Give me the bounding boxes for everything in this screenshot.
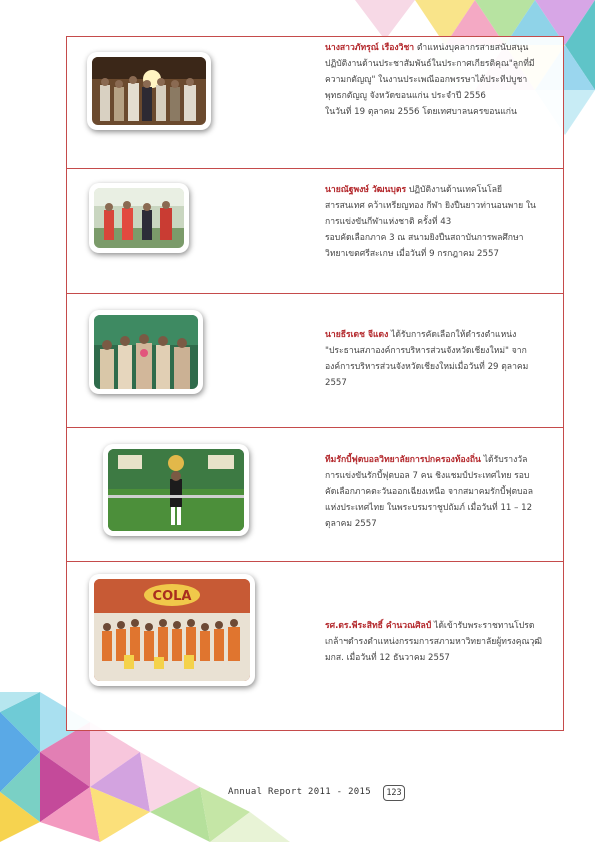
text-line: องค์การบริหารส่วนจังหวัดเชียงใหม่เมื่อวันที่ 29 ตุลาคม	[325, 362, 529, 372]
award-photo	[89, 574, 255, 686]
text-line: ปฏิบัติงานด้านเทคโนโลยี	[408, 185, 503, 195]
award-photo	[87, 52, 211, 130]
text-line: มกส. เมื่อวันที่ 12 ธันวาคม 2557	[325, 653, 450, 663]
awardee-name: นางสาวภัทรุณ์ เรืองวิชา	[325, 43, 415, 53]
award-description	[325, 618, 560, 666]
text-line: การแข่งขันรักบี้ฟุตบอล 7 คน ชิงแชมป์ประเทศไทย รอบ	[325, 471, 530, 481]
award-row	[67, 37, 563, 169]
award-description	[325, 327, 560, 391]
text-line: แห่งประเทศไทย ในพระบรมราชูปถัมภ์ เมื่อวันที่ 11 – 12	[325, 503, 533, 513]
text-line: ในวันที่ 19 ตุลาคม 2556 โดยเทศบาลนครขอนแก่น	[325, 107, 517, 117]
text-line: สารสนเทศ คว้าเหรียญทอง กีฬา ยิงปืนยาวท่านอนพาย ใน	[325, 201, 536, 211]
text-line: ได้รับรางวัล	[483, 455, 528, 465]
awardee-name: นายณัฐพงษ์ วัฒนบุตร	[325, 185, 407, 195]
banner-text: COLA	[152, 589, 192, 604]
text-line: พุทธกตัญญู จังหวัดขอนแก่น ประจำปี 2556	[325, 91, 486, 101]
awardee-name: ทีมรักบี้ฟุตบอลวิทยาลัยการปกครองท้องถิ่น	[325, 455, 481, 465]
text-line: ได้เข้ารับพระราชทานโปรด	[434, 621, 535, 631]
awardee-name: นายธีรเดช จีแดง	[325, 330, 389, 340]
text-line: "ประธานสภาองค์การบริหารส่วนจังหวัดเชียงใหม่" จาก	[325, 346, 527, 356]
award-row	[67, 169, 563, 294]
text-line: 2557	[325, 378, 347, 388]
award-photo	[103, 444, 249, 536]
awardee-name: รศ.ดร.พีระสิทธิ์ คำนวณศิลป์	[325, 621, 432, 631]
footer-label: Annual Report 2011 - 2015	[228, 787, 371, 797]
page-number: 123	[383, 785, 405, 801]
text-line: ตำแหน่งบุคลากรสายสนับสนุน	[416, 43, 529, 53]
text-line: การแข่งขันกีฬาแห่งชาติ ครั้งที่ 43	[325, 217, 452, 227]
award-description	[325, 452, 560, 532]
text-line: เกล้าฯดำรงตำแหน่งกรรมการสภามหาวิทยาลัยผู้ทรงคุณวุฒิ	[325, 637, 543, 647]
award-description	[325, 182, 560, 262]
award-photo	[89, 310, 203, 394]
text-line: คัดเลือกภาคตะวันออกเฉียงเหนือ จากสมาคมรักบี้ฟุตบอล	[325, 487, 533, 497]
text-line: วิทยาเขตศรีสะเกษ เมื่อวันที่ 9 กรกฎาคม 2557	[325, 249, 499, 259]
text-line: ตุลาคม 2557	[325, 519, 377, 529]
award-description	[325, 40, 560, 120]
text-line: รอบคัดเลือกภาค 3 ณ สนามยิงปืนสถาบันการพลศึกษา	[325, 233, 524, 243]
awards-table	[66, 36, 564, 731]
text-line: ความกตัญญู" ในงานประเพณีออกพรรษาไต้ประทีปบูชา	[325, 75, 528, 85]
award-row	[67, 562, 563, 730]
award-photo	[89, 183, 189, 253]
text-line: ได้รับการคัดเลือกให้ดำรงตำแหน่ง	[391, 330, 517, 340]
award-row	[67, 428, 563, 562]
award-row	[67, 294, 563, 428]
text-line: ปฏิบัติงานด้านประชาสัมพันธ์ในประกาศเกียรติคุณ"ลูกที่มี	[325, 59, 535, 69]
